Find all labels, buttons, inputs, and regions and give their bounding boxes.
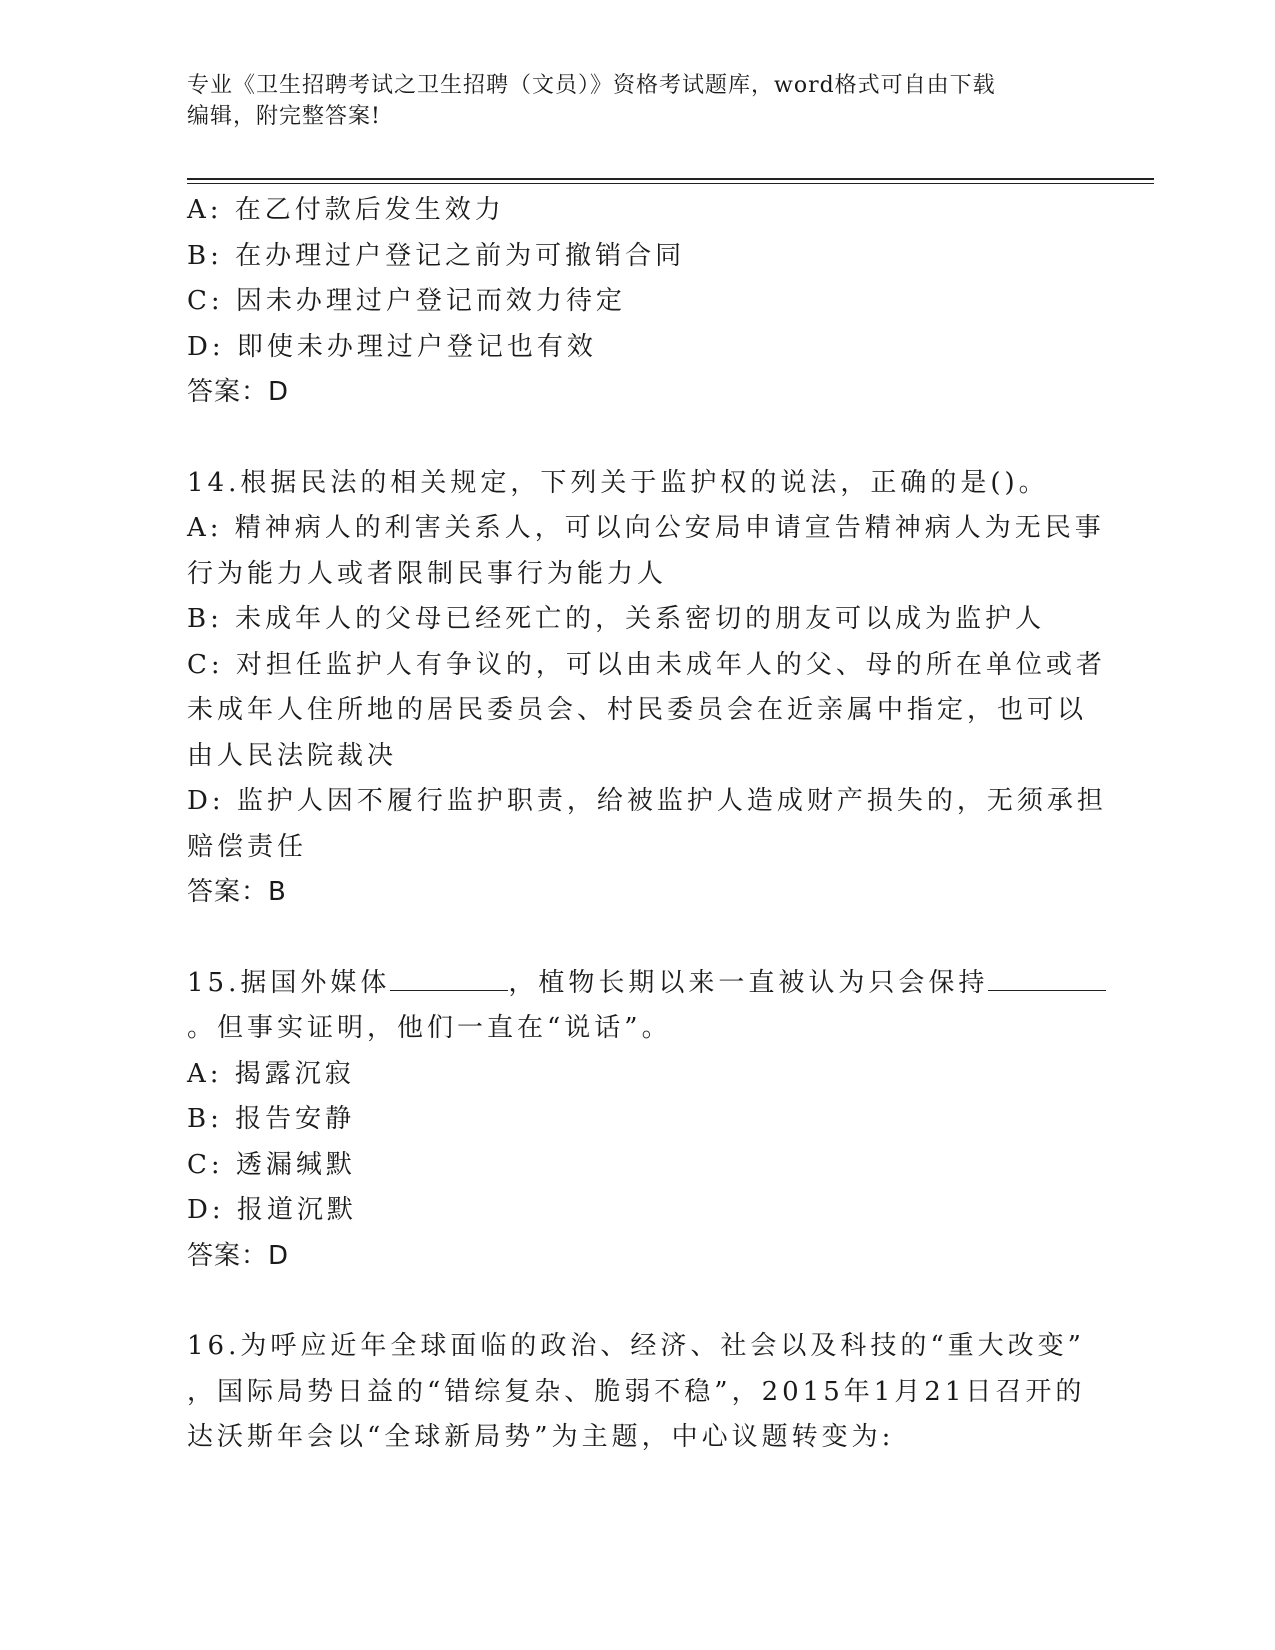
q15-option-b: B: 报告安静 (187, 1104, 356, 1134)
q15-answer: 答案：D (187, 1240, 290, 1271)
q15-option-a: A: 揭露沉寂 (187, 1058, 355, 1089)
q14-answer: 答案：B (187, 877, 287, 907)
spacer (187, 916, 1087, 961)
q14-stem: 14.根据民法的相关规定，下列关于监护权的说法，正确的是()。 (187, 467, 1049, 498)
q15-stem-line1 (187, 961, 1087, 1007)
q15-stem-line2: 。但事实证明，他们一直在“说话”。 (187, 1013, 672, 1043)
fill-in-blank (988, 963, 1106, 991)
question-content (187, 188, 1107, 1461)
q15-option-c: C: 透漏缄默 (187, 1149, 356, 1180)
q14-option-b: B: 未成年人的父母已经死亡的，关系密切的朋友可以成为监护人 (187, 604, 1046, 634)
q14-option-d-line2: 赔偿责任 (187, 831, 308, 862)
q16-stem-line3: 达沃斯年会以“全球新局势”为主题，中心议题转变为: (187, 1422, 895, 1452)
q15-stem-part-a: 15.据国外媒体 (187, 967, 391, 998)
fill-in-blank (390, 963, 508, 991)
q14-option-d-line1: D: 监护人因不履行监护职责，给被监护人造成财产损失的，无须承担 (187, 786, 1107, 816)
header-line-2: 编辑，附完整答案! (187, 104, 381, 129)
header-line-1: 专业《卫生招聘考试之卫生招聘（文员）》资格考试题库，word格式可自由下载 (187, 73, 996, 98)
spacer (187, 416, 1087, 461)
q16-stem-line1: 16.为呼应近年全球面临的政治、经济、社会以及科技的“重大改变” (187, 1331, 1085, 1361)
q14-option-c-line2: 未成年人住所地的居民委员会、村民委员会在近亲属中指定，也可以 (187, 695, 1088, 725)
q15-stem-part-b: ，植物长期以来一直被认为只会保持 (508, 967, 989, 998)
q13-option-d: D: 即使未办理过户登记也有效 (187, 331, 597, 362)
q14-option-a-line1: A: 精神病人的利害关系人，可以向公安局申请宣告精神病人为无民事 (187, 513, 1105, 543)
q14-option-a-line2: 行为能力人或者限制民事行为能力人 (187, 558, 668, 589)
q14-option-c-line3: 由人民法院裁决 (187, 740, 398, 771)
document-header (187, 70, 1077, 132)
q16-stem-line2: ，国际局势日益的“错综复杂、脆弱不稳”，2015年1月21日召开的 (187, 1376, 1086, 1407)
spacer (187, 1279, 1087, 1324)
q13-option-b: B: 在办理过户登记之前为可撤销合同 (187, 240, 686, 271)
header-divider-thin (187, 183, 1154, 184)
header-divider-thick (187, 178, 1154, 180)
q15-option-d: D: 报道沉默 (187, 1195, 357, 1225)
q14-option-c-line1: C: 对担任监护人有争议的，可以由未成年人的父、母的所在单位或者 (187, 649, 1106, 680)
q13-option-a: A: 在乙付款后发生效力 (187, 195, 505, 225)
q13-answer: 答案：D (187, 377, 290, 407)
q13-option-c: C: 因未办理过户登记而效力待定 (187, 286, 626, 316)
